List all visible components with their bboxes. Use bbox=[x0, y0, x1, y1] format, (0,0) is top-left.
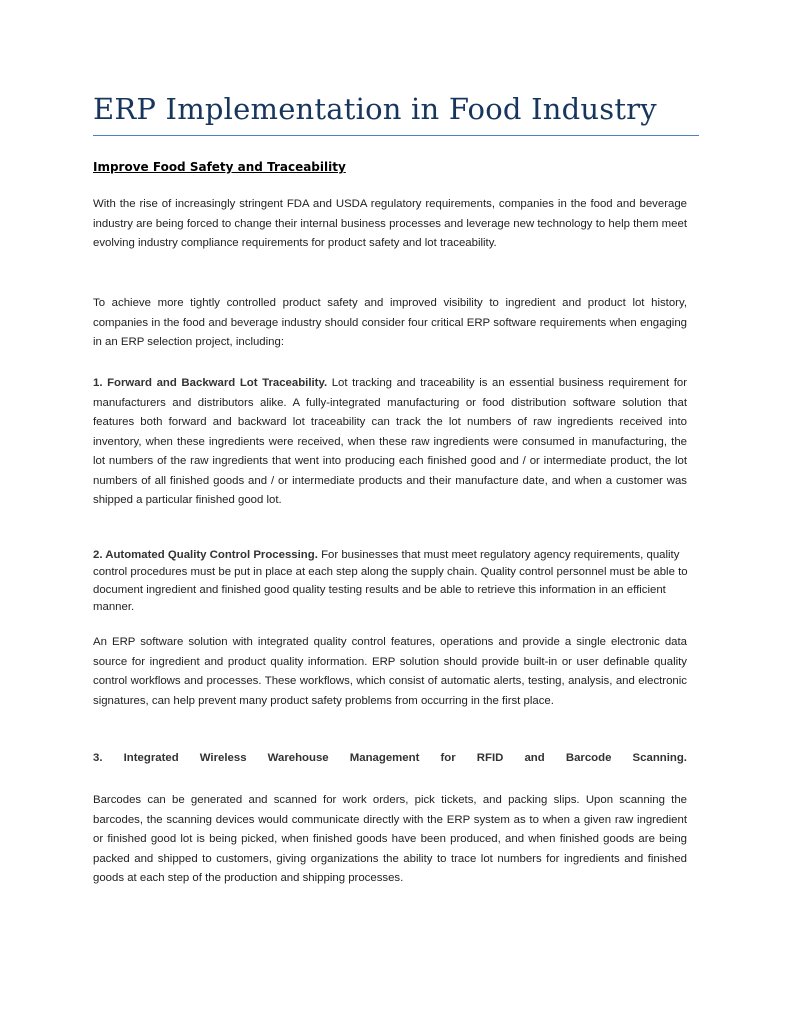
item3-heading-word: Integrated bbox=[123, 752, 179, 764]
item3-heading-word: Scanning. bbox=[632, 752, 687, 764]
item2-text: For businesses that must meet regulatory agency requirements, quality control procedures must be put in place at each step along the supply chain. Quality control personnel must be able to document ingredient and finished good quality testing results and be able to retrieve this information in an efficient manner. bbox=[93, 549, 688, 613]
item1-text: Lot tracking and traceability is an essential business requirement for manufacturers and distributors alike. A fully-integrated manufacturing or food distribution software solution that features both forward and backward lot traceability can track the lot numbers of raw ingredients received into inventory, when these ingredients were received, when these raw ingredients were consumed in manufacturing, the lot numbers of the raw ingredients that went into producing each finished good and / or intermediate product, the lot numbers of all finished goods and / or intermediate products and their manufacture date, and when a customer was shipped a particular finished good lot. bbox=[93, 377, 687, 506]
item1-heading: 1. Forward and Backward Lot Traceability. bbox=[93, 377, 328, 389]
item2-heading: 2. Automated Quality Control Processing. bbox=[93, 549, 318, 561]
item3-heading bbox=[93, 752, 687, 764]
second-paragraph: To achieve more tightly controlled product safety and improved visibility to ingredient and product lot history, companies in the food and beverage industry should consider four critical ERP software requirements when engaging in an ERP selection project, including: bbox=[93, 297, 687, 348]
item3-heading-word: Barcode bbox=[565, 752, 612, 764]
item1-paragraph bbox=[93, 374, 687, 511]
title-underline-rule bbox=[93, 135, 699, 136]
item3-paragraph: Barcodes can be generated and scanned for work orders, pick tickets, and packing slips. Upon scanning the barcodes, the scanning devices would communicate directly with the ERP system as to when a given raw ingredient or finished good lot is being picked, when finished goods have been produced, and when finished goods are being packed and shipped to customers, giving organizations the ability to trace lot numbers for ingredients and finished goods at each step of the production and shipping processes. bbox=[93, 794, 687, 884]
item3-heading-word: 3. bbox=[93, 752, 103, 764]
item3-heading-word: Wireless bbox=[199, 752, 247, 764]
item3-heading-word: and bbox=[524, 752, 545, 764]
page-title: ERP Implementation in Food Industry bbox=[93, 92, 657, 126]
item3-heading-word: Warehouse bbox=[267, 752, 329, 764]
item3-heading-word: Management bbox=[349, 752, 420, 764]
item3-heading-word: RFID bbox=[476, 752, 504, 764]
item2-followup-paragraph: An ERP software solution with integrated quality control features, operations and provide a single electronic data source for ingredient and product quality information. ERP solution should provide built-in or user definable quality control workflows and processes. These workflows, which consist of automatic alerts, testing, analysis, and electronic signatures, can help prevent many product safety problems from occurring in the first place. bbox=[93, 636, 687, 707]
item2-paragraph bbox=[93, 547, 698, 616]
intro-paragraph: With the rise of increasingly stringent FDA and USDA regulatory requirements, companies in the food and beverage industry are being forced to change their internal business processes and leverage new technology to help them meet evolving industry compliance requirements for product safety and lot traceability. bbox=[93, 198, 687, 249]
item3-heading-word: for bbox=[440, 752, 456, 764]
section-subheading: Improve Food Safety and Traceability bbox=[93, 160, 346, 174]
